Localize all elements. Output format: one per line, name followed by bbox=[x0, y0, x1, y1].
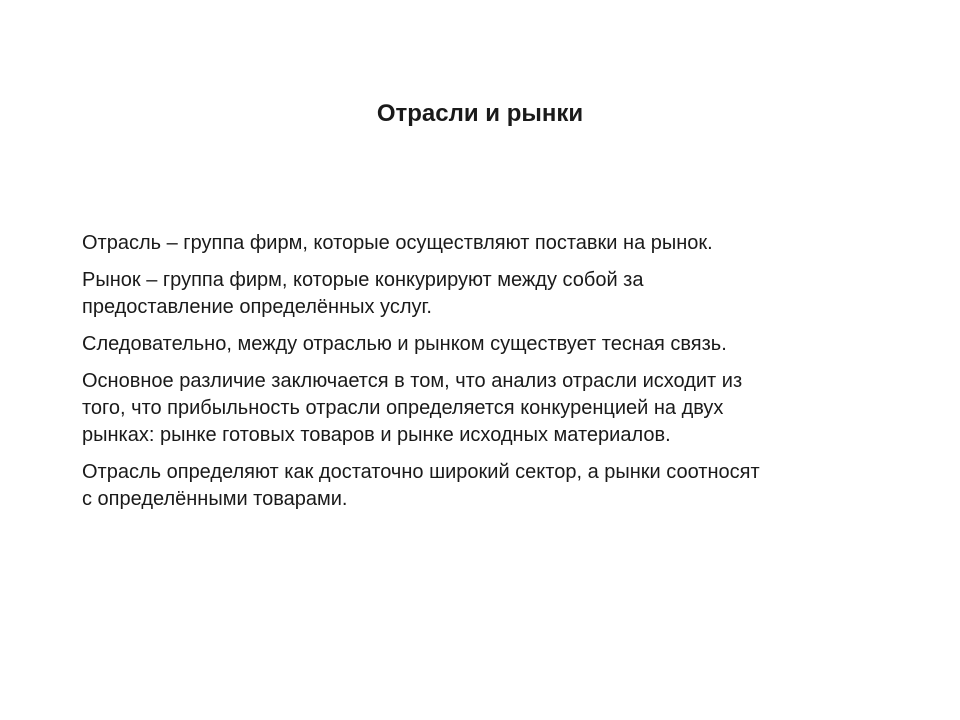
paragraph-scope: Отрасль определяют как достаточно широкий сектор, а рынки соотносят с определёнными товарами. bbox=[82, 461, 760, 510]
slide-body bbox=[82, 230, 908, 523]
slide-title: Отрасли и рынки bbox=[376, 100, 584, 127]
paragraph-main-difference: Основное различие заключается в том, что анализ отрасли исходит из того, что прибыльность отрасли определяется конкуренцией на двух рынках: рынке готовых товаров и рынке исходных материалов. bbox=[82, 370, 743, 446]
paragraph-industry-definition: Отрасль – группа фирм, которые осуществляют поставки на рынок. bbox=[82, 232, 713, 254]
paragraph-market-definition: Рынок – группа фирм, которые конкурируют между собой за предоставление определённых услуг. bbox=[82, 269, 644, 318]
paragraph-relationship: Следовательно, между отраслью и рынком существует тесная связь. bbox=[82, 333, 727, 355]
